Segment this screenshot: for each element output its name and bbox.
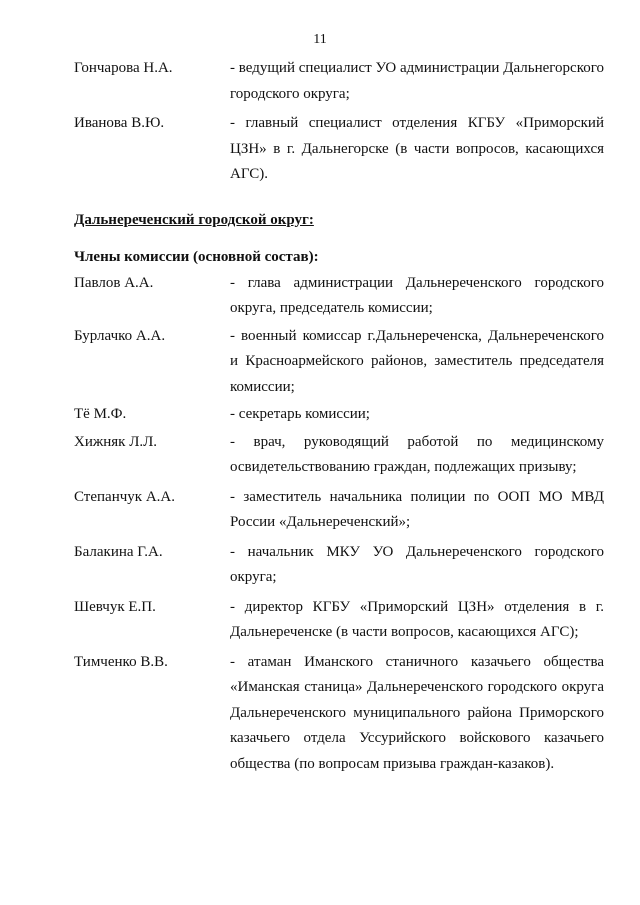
member-name: Степанчук А.А. (74, 488, 175, 505)
member-name: Гончарова Н.А. (74, 60, 173, 76)
member-entry (74, 650, 604, 778)
member-entry (74, 430, 604, 481)
member-name: Павлов А.А. (74, 274, 154, 291)
section-heading: Дальнереченский городской округ: (74, 211, 314, 228)
member-entry (74, 324, 604, 401)
member-entry (74, 402, 604, 428)
member-role: - главный специалист отделения КГБУ «Приморский ЦЗН» в г. Дальнегорске (в части вопросов, касающихся АГС). (230, 115, 604, 182)
member-role: - начальник МКУ УО Дальнереченского городского округа; (230, 543, 604, 585)
member-name: Бурлачко А.А. (74, 327, 166, 344)
member-name: Тимченко В.В. (74, 653, 168, 670)
member-entry (74, 540, 604, 591)
member-entry (74, 56, 604, 107)
member-role: - директор КГБУ «Приморский ЦЗН» отделения в г. Дальнереченске (в части вопросов, касающихся АГС); (230, 598, 604, 640)
member-role: - глава администрации Дальнереченского городского округа, председатель комиссии; (230, 274, 604, 316)
member-name: Хижняк Л.Л. (74, 433, 158, 450)
document-body (74, 56, 604, 777)
member-entry (74, 111, 604, 188)
member-role: - заместитель начальника полиции по ООП МО МВД России «Дальнереченский»; (230, 488, 604, 530)
member-name: Шевчук Е.П. (74, 598, 156, 615)
member-role: - врач, руководящий работой по медицинскому освидетельствованию граждан, подлежащих призыву; (230, 433, 604, 475)
member-entry (74, 485, 604, 536)
member-role: - атаман Иманского станичного казачьего общества «Иманская станица» Дальнереченского городского округа Дальнереченского муниципального района Приморского казачьего отдела Уссурийского войскового казачьего общества (по вопросам призыва граждан-казаков). (230, 653, 604, 772)
member-entry (74, 595, 604, 646)
member-role: - военный комиссар г.Дальнереченска, Дальнереченского и Красноармейского районов, заместитель председателя комиссии; (230, 327, 604, 395)
member-role: - секретарь комиссии; (230, 406, 370, 422)
member-entry (74, 271, 604, 322)
member-role: - ведущий специалист УО администрации Дальнегорского городского округа; (230, 60, 604, 102)
subsection-heading: Члены комиссии (основной состав): (74, 248, 319, 265)
page-number: 11 (313, 32, 327, 47)
member-name: Тё М.Ф. (74, 406, 127, 422)
member-name: Иванова В.Ю. (74, 115, 165, 131)
member-name: Балакина Г.А. (74, 543, 163, 560)
